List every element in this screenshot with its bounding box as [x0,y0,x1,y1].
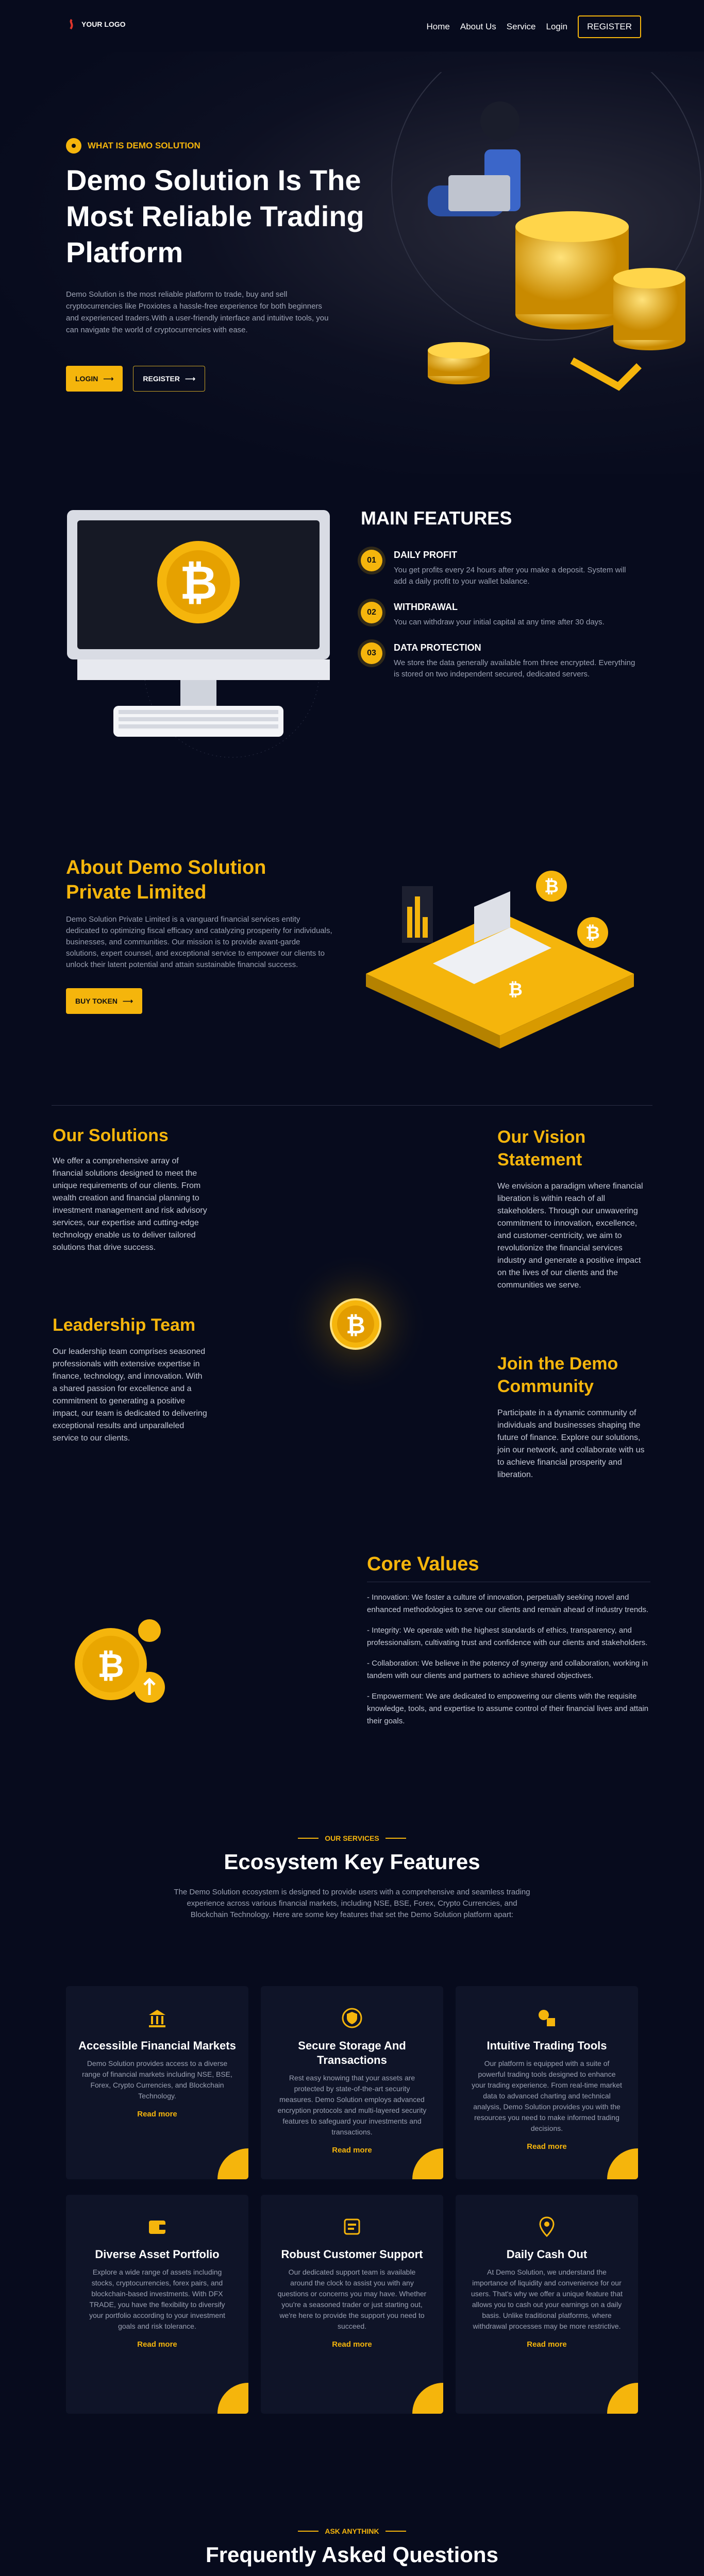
nav-home[interactable]: Home [426,22,450,31]
shield-icon [261,2007,443,2029]
feature-title: WITHDRAWAL [394,602,458,612]
core-values-block [367,1553,650,1727]
service-card [456,1986,638,2179]
service-card-title: Daily Cash Out [506,2248,588,2261]
community-block [497,1352,652,1481]
faq-eyebrow-text: ASK ANYTHINK [325,2527,379,2535]
nav-service[interactable]: Service [506,22,536,31]
nav-about[interactable]: About Us [460,22,496,31]
svg-text:₿: ₿ [97,1647,125,1684]
about-title: About Demo Solution Private Limited [66,857,266,903]
hero-illustration [330,72,704,433]
service-card [456,2195,638,2414]
feature-title: DATA PROTECTION [394,642,481,653]
main-nav [427,15,642,38]
support-icon [261,2215,443,2238]
vision-title: Our Vision Statement [497,1127,586,1170]
core-values-title: Core Values [367,1553,479,1575]
hero-description: Demo Solution is the most reliable platform to trade, buy and sell cryptocurrencies like Proxiotes a hassle-free experience for both beginners and experienced traders.With a user-friendly interface and intuitive tools, you can navigate the world of cryptocurrencies with ease. [66,290,329,334]
vision-text: We envision a paradigm where financial liberation is within reach of all stakeholders. Through our unwavering commitment to innovation, excellence, and customer-centricity, we aim to revolutionize the financial services industry and generate a positive impact on the lives of our clients and the communities we serve. [497,1182,643,1290]
feature-text: We store the data generally available from three encrypted. Everything is stored on two independent secured, dedicated servers. [394,658,635,679]
services-eyebrow-text: OUR SERVICES [325,1834,379,1842]
svg-text:₿: ₿ [346,1312,365,1338]
hero-login-label: LOGIN [75,375,98,383]
wallet-icon [66,2215,248,2238]
arrow-right-icon: ⟶ [185,374,196,383]
card-corner [217,2383,248,2414]
coins-illustration [72,1607,175,1705]
star-icon [66,138,81,154]
hero-eyebrow [66,138,200,154]
read-more-link[interactable]: Read more [332,2340,372,2349]
monitor-illustration [62,505,330,773]
card-corner [217,2148,248,2179]
crypto-laptop-illustration [356,845,644,1051]
hero-login-button[interactable] [66,366,123,392]
read-more-link[interactable]: Read more [527,2142,567,2151]
svg-text:₿: ₿ [585,923,600,943]
core-value-item: - Integrity: We operate with the highest standards of ethics, transparency, and professionalism, cultivating trust and confidence with our clients and stakeholders. [367,1626,648,1647]
service-card [66,2195,248,2414]
service-card-title: Diverse Asset Portfolio [95,2248,220,2261]
card-corner [607,2383,638,2414]
arrow-right-icon: ⟶ [122,996,133,1005]
vision-block [497,1126,652,1292]
site-header [0,0,704,52]
read-more-link[interactable]: Read more [137,2110,177,2119]
about-text: Demo Solution Private Limited is a vanguard financial services entity dedicated to optimizing fiscal efficacy and catalyzing prosperity for individuals, businesses, and communities. Our mission is to provide avant-garde solutions, expert counsel, and exceptional service to empower our clients to unlock their latent potential and attain sustainable financial success. [66,915,332,969]
hero-section [0,52,704,474]
service-card-text: Our platform is equipped with a suite of powerful trading tools designed to enhance your trading experience. From real-time market data to advanced charting and technical analysis, Demo Solution provides you with the resources you need to make informed trading decisions. [472,2059,622,2132]
services-eyebrow [0,1834,704,1842]
service-card-text: Our dedicated support team is available around the clock to assist you with any questions or concerns you may have. Whether you're a seasoned trader or just starting out, we're here to provide the support you need to succeed. [277,2268,427,2330]
svg-text:₿: ₿ [544,877,559,896]
hero-title: Demo Solution Is The Most Reliable Trading Platform [66,164,364,268]
service-card-title: Accessible Financial Markets [78,2039,236,2052]
service-card-title: Intuitive Trading Tools [487,2039,607,2052]
solutions-block [53,1126,207,1254]
read-more-link[interactable]: Read more [332,2146,372,2155]
read-more-link[interactable]: Read more [137,2340,177,2349]
feature-number: 03 [361,642,382,664]
bank-icon [66,2007,248,2029]
svg-text:₿: ₿ [179,557,217,609]
buy-token-button[interactable] [66,988,142,1014]
services-title: Ecosystem Key Features [224,1850,480,1874]
logo[interactable] [66,19,126,30]
main-features [361,507,639,694]
feature-text: You can withdraw your initial capital at any time after 30 days. [394,618,605,626]
leadership-block [53,1314,207,1445]
faq-title: Frequently Asked Questions [206,2543,498,2567]
divider [52,1105,652,1106]
solutions-title: Our Solutions [53,1126,169,1145]
service-card [261,2195,443,2414]
nav-register-button[interactable]: REGISTER [578,15,641,38]
solutions-text: We offer a comprehensive array of financial solutions designed to meet the unique requirements of our clients. From wealth creation and financial planning to investment management and risk advisory services, our expertise and cutting-edge technology enable us to deliver tailored solutions that drive success. [53,1157,207,1252]
features-title: MAIN FEATURES [361,507,512,529]
feature-item [361,602,639,628]
card-corner [607,2148,638,2179]
tools-icon [456,2007,638,2029]
hero-buttons [66,366,205,392]
core-value-item: - Empowerment: We are dedicated to empowering our clients with the requisite knowledge, tools, and expertise to assume control of their financial lives and attain their goals. [367,1692,649,1725]
faq-header [0,2527,704,2567]
service-card-text: At Demo Solution, we understand the importance of liquidity and convenience for our users. That's why we offer a unique feature that allows you to cash out your earnings on a daily basis. Unlike traditional platforms, where withdrawal processes may be more restrictive. [471,2268,623,2330]
glowing-coin-illustration [278,1247,433,1401]
service-card [66,1986,248,2179]
faq-eyebrow [0,2527,704,2535]
feature-number: 02 [361,602,382,623]
community-text: Participate in a dynamic community of individuals and businesses shaping the future of finance. Explore our solutions, join our network, and collaborate with us to achieve financial prosperity and liberation. [497,1409,645,1479]
buy-token-label: BUY TOKEN [75,997,118,1005]
leadership-text: Our leadership team comprises seasoned professionals with extensive expertise in finance, technology, and innovation. With a shared passion for excellence and a commitment to generating a positive impact, our team is dedicated to delivering exceptional results and unparalleled service to our clients. [53,1347,207,1443]
feature-number: 01 [361,550,382,571]
services-header [0,1834,704,1921]
core-value-item: - Collaboration: We believe in the potency of synergy and collaboration, working in tandem with our clients and partners to achieve shared objectives. [367,1659,648,1680]
service-card [261,1986,443,2179]
hero-register-button[interactable] [133,366,205,392]
about-section [66,855,334,1014]
community-title: Join the Demo Community [497,1354,618,1396]
feature-text: You get profits every 24 hours after you make a deposit. System will add a daily profit to your wallet balance. [394,566,626,586]
core-value-item: - Innovation: We foster a culture of innovation, perpetually seeking novel and enhanced methodologies to serve our clients and remain ahead of industry trends. [367,1593,649,1614]
arrow-right-icon: ⟶ [103,374,114,383]
svg-text:₿: ₿ [508,980,523,999]
card-corner [412,2383,443,2414]
service-card-text: Demo Solution provides access to a diverse range of financial markets including NSE, BSE, Forex, Crypto Currencies, and Blockchain Technology. [82,2059,232,2100]
logo-text: YOUR LOGO [81,20,126,28]
feature-title: DAILY PROFIT [394,550,458,560]
logo-icon [66,19,77,30]
nav-login[interactable]: Login [546,22,568,31]
location-icon [456,2215,638,2238]
service-card-title: Robust Customer Support [281,2248,423,2261]
read-more-link[interactable]: Read more [527,2340,567,2349]
hero-eyebrow-text: WHAT IS DEMO SOLUTION [88,141,200,150]
feature-item [361,550,639,587]
service-card-text: Rest easy knowing that your assets are protected by state-of-the-art security measures. Demo Solution employs advanced encryption protocols and multi-layered security features to safeguard your investments and transactions. [277,2074,427,2136]
services-intro: The Demo Solution ecosystem is designed to provide users with a comprehensive and seamless trading experience across various financial markets, including NSE, BSE, Forex, Crypto Currencies, and Blockchain Technology. Here are some key features that set the Demo Solution platform apart: [174,1888,530,1919]
service-card-title: Secure Storage And Transactions [298,2039,406,2066]
leadership-title: Leadership Team [53,1315,196,1335]
service-card-text: Explore a wide range of assets including stocks, cryptocurrencies, forex pairs, and blockchain-based investments. With DFX TRADE, you have the flexibility to diversify your portfolio according to your investment goals and risk tolerance. [89,2268,225,2330]
hero-register-label: REGISTER [143,375,180,383]
feature-item [361,642,639,680]
